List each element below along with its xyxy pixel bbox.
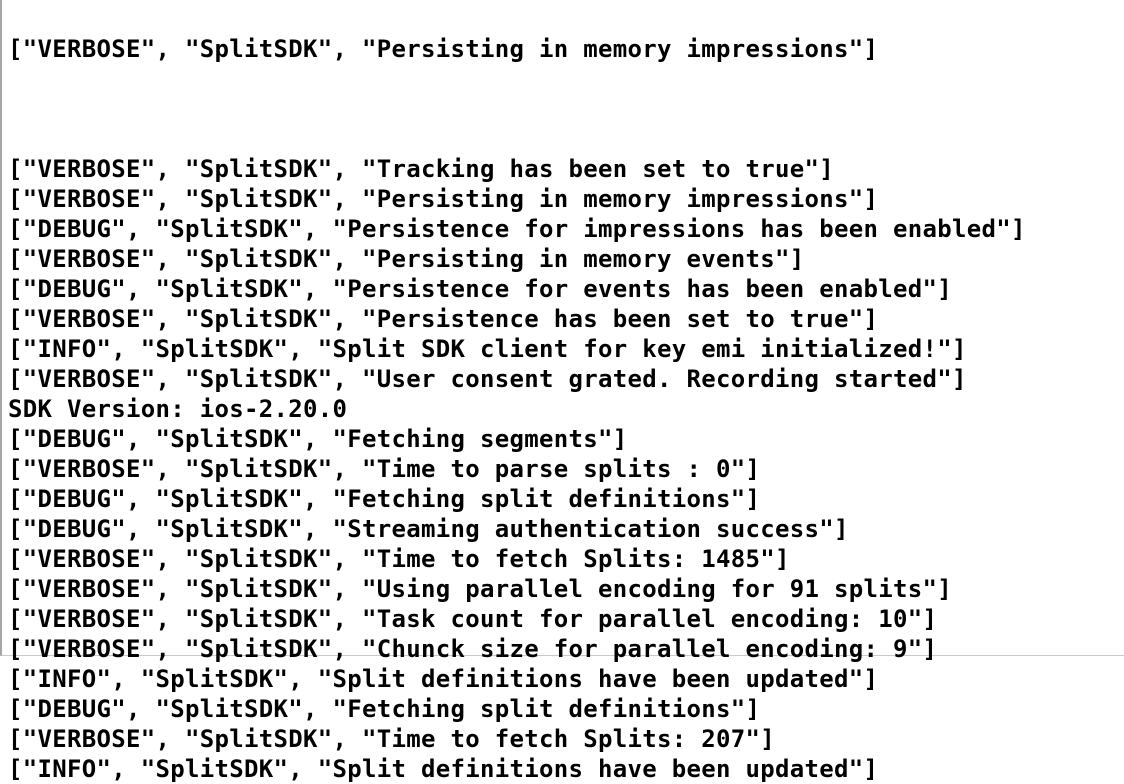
log-line: ["INFO", "SplitSDK", "Split definitions have been updated"]	[8, 665, 879, 693]
log-line: ["VERBOSE", "SplitSDK", "Time to fetch Splits: 1485"]	[8, 545, 790, 573]
log-line: ["DEBUG", "SplitSDK", "Fetching split definitions"]	[8, 485, 761, 513]
log-line-clipped: ["VERBOSE", "SplitSDK", "Persisting in memory impressions"]	[8, 35, 879, 63]
log-line: ["VERBOSE", "SplitSDK", "Persisting in memory impressions"]	[8, 185, 879, 213]
log-line: ["VERBOSE", "SplitSDK", "Time to parse splits : 0"]	[8, 455, 761, 483]
log-line: ["DEBUG", "SplitSDK", "Streaming authentication success"]	[8, 515, 849, 543]
log-line: ["VERBOSE", "SplitSDK", "Chunck size for parallel encoding: 9"]	[8, 635, 938, 663]
log-line: ["DEBUG", "SplitSDK", "Persistence for impressions has been enabled"]	[8, 215, 1026, 243]
log-line: ["INFO", "SplitSDK", "Split definitions have been updated"]	[8, 755, 879, 783]
log-line: ["DEBUG", "SplitSDK", "Persistence for events has been enabled"]	[8, 275, 952, 303]
log-line: ["VERBOSE", "SplitSDK", "Task count for parallel encoding: 10"]	[8, 605, 938, 633]
log-line: ["VERBOSE", "SplitSDK", "Persisting in memory events"]	[8, 245, 805, 273]
log-line: ["INFO", "SplitSDK", "Split SDK client for key emi initialized!"]	[8, 335, 967, 363]
log-line: ["VERBOSE", "SplitSDK", "User consent grated. Recording started"]	[8, 365, 967, 393]
log-line: ["VERBOSE", "SplitSDK", "Persistence has been set to true"]	[8, 305, 879, 333]
log-line: ["VERBOSE", "SplitSDK", "Tracking has been set to true"]	[8, 155, 834, 183]
log-line: ["VERBOSE", "SplitSDK", "Time to fetch Splits: 207"]	[8, 725, 775, 753]
log-line: ["VERBOSE", "SplitSDK", "Using parallel encoding for 91 splits"]	[8, 575, 952, 603]
log-line: ["DEBUG", "SplitSDK", "Fetching segments"]	[8, 425, 628, 453]
log-line: ["DEBUG", "SplitSDK", "Fetching split definitions"]	[8, 695, 761, 723]
log-output[interactable]	[8, 0, 1124, 783]
log-line: SDK Version: ios-2.20.0	[8, 395, 348, 423]
